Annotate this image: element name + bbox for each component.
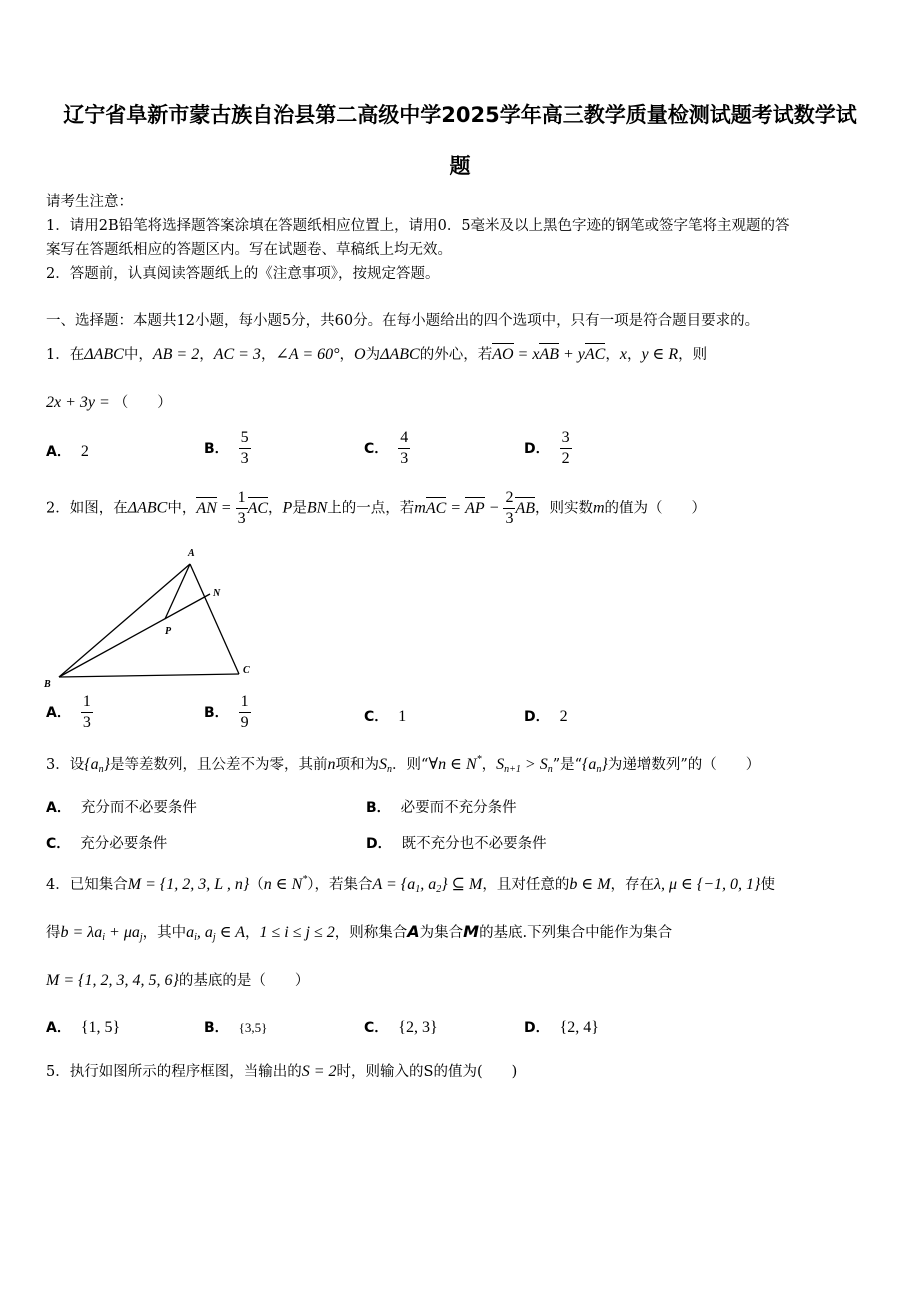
question-2: 2．如图，在ΔABC中，AN = $\frac{1}{3}$ AC，P是BN上的一点，若mAC = AP − $\frac{2}{3}$ AB，则实数m的值为（ ） [46, 489, 707, 527]
q3-option-d[interactable]: D． 既不充分也不必要条件 [366, 836, 547, 852]
segment-bn [59, 594, 210, 677]
q4-option-b[interactable]: B． {3,5} [204, 1020, 268, 1036]
label-b: B [44, 679, 51, 690]
label-n: N [213, 588, 221, 599]
q1-option-d[interactable]: D． $\frac{3}{2}$ [524, 429, 570, 467]
q1-option-c[interactable]: C． $\frac{4}{3}$ [364, 429, 409, 467]
q2-option-b[interactable]: B． $\frac{1}{9}$ [204, 693, 249, 731]
question-4-cont-2: M = {1, 2, 3, 4, 5, 6}的基底的是（ ） [46, 972, 310, 989]
question-1-cont: 2x + 3y = （ ） [46, 394, 172, 411]
question-4: 4．已知集合M = {1, 2, 3, L , n}（n ∈ N*），若集合$A = \{a_1$, $a_2$} ⊆ M，且对任意的b ∈ M，存在λ, μ ∈ {−1, 0, 1}使 [46, 874, 775, 895]
q2-option-d[interactable]: D． 2 [524, 708, 568, 725]
side-ac [190, 564, 239, 674]
q3-option-b[interactable]: B． 必要而不充分条件 [366, 800, 517, 816]
q1-option-a[interactable]: A． 2 [46, 443, 89, 460]
notice-item-2: 2．答题前，认真阅读答题纸上的《注意事项》，按规定答题。 [46, 266, 440, 282]
question-5: 5．执行如图所示的程序框图，当输出的S = 2时，则输入的S的值为( ) [46, 1063, 518, 1080]
q3-option-c[interactable]: C． 充分必要条件 [46, 836, 168, 852]
q2-option-c[interactable]: C． 1 [364, 708, 407, 725]
label-a: A [188, 548, 195, 559]
question-4-cont: 得$b = \lambda a_i + \mu a_j$，其中$a_i$, $a_j$ ∈ A，1 ≤ i ≤ j ≤ 2，则称集合A为集合M的基底.下列集合中能作为集合 [46, 922, 673, 943]
q4-option-d[interactable]: D． {2, 4} [524, 1019, 599, 1036]
q2-option-a[interactable]: A． $\frac{1}{3}$ [46, 693, 91, 731]
q3-option-a[interactable]: A． 充分而不必要条件 [46, 800, 197, 816]
side-ba [59, 564, 190, 677]
q1-option-b[interactable]: B． $\frac{5}{3}$ [204, 429, 249, 467]
q4-option-a[interactable]: A． {1, 5} [46, 1019, 121, 1036]
question-3: 3．设$\{a_n\}$是等差数列，且公差不为零，其前n项和为$S_n$．则“∀n ∈ N*，$S_{n+1} > S_n$”是“$\{a_n\}$为递增数列”的（ ） [46, 754, 761, 775]
label-p: P [165, 626, 172, 637]
section-heading: 一、选择题：本题共12小题，每小题5分，共60分。在每小题给出的四个选项中，只有一项是符合题目要求的。 [46, 313, 760, 329]
notice-heading: 请考生注意： [46, 194, 133, 210]
page-title: 辽宁省阜新市蒙古族自治县第二高级中学2025学年高三教学质量检测试题考试数学试 [63, 103, 857, 127]
page-title-line2: 题 [449, 154, 471, 178]
side-bc [59, 674, 239, 677]
q4-option-c[interactable]: C． {2, 3} [364, 1019, 438, 1036]
question-1: 1．在ΔABC中，AB = 2，AC = 3，∠A = 60°，O为ΔABC的外心，若AO = xAB + yAC，x，y ∈ R，则 [46, 346, 708, 363]
notice-item-1-cont: 案写在答题纸相应的答题区内。写在试题卷、草稿纸上均无效。 [46, 242, 452, 258]
triangle-figure [40, 544, 260, 694]
segment-ap [165, 564, 190, 619]
notice-item-1: 1．请用2B铅笔将选择题答案涂填在答题纸相应位置上，请用0．5毫米及以上黑色字迹的钢笔或签字笔将主观题的答 [46, 218, 790, 234]
label-c: C [243, 665, 250, 676]
